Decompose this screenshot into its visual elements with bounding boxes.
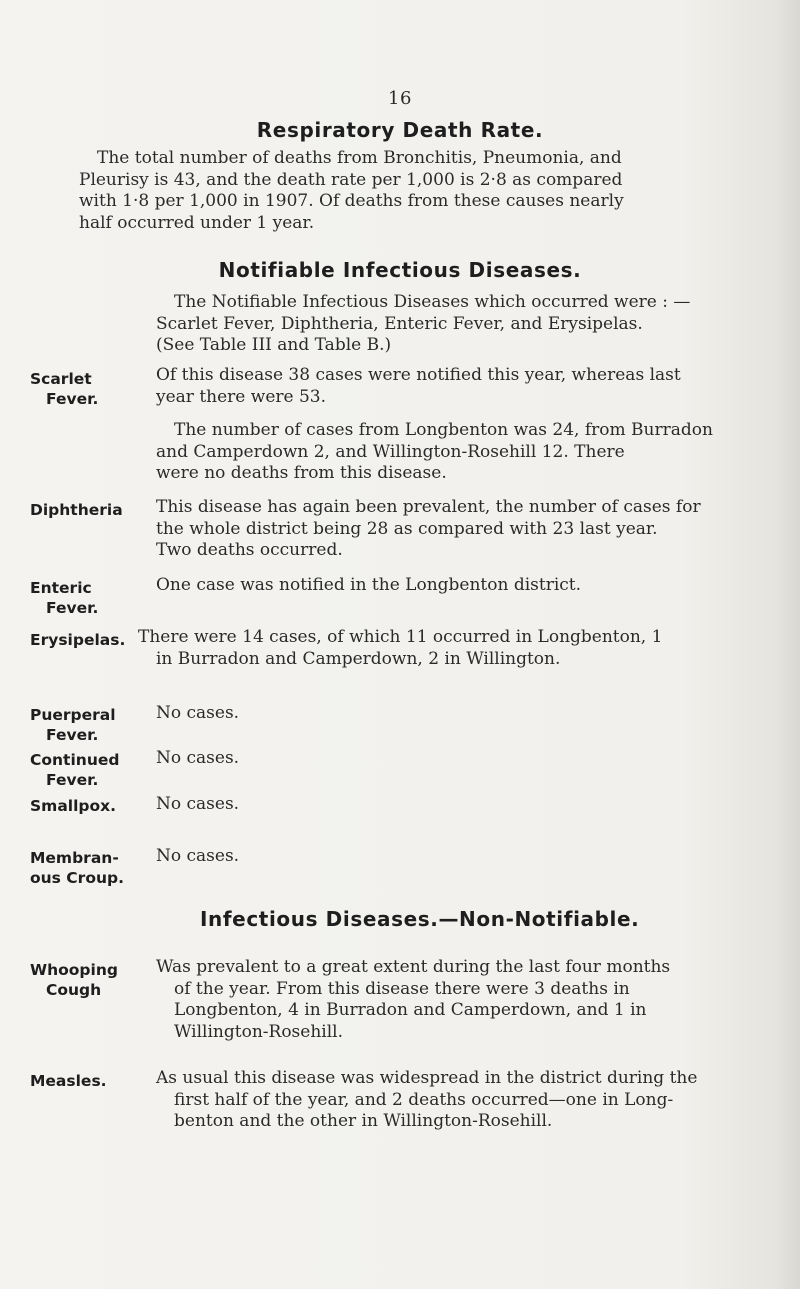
text-line: (See Table III and Table B.) <box>156 335 392 356</box>
text-line: The number of cases from Longbenton was 24, from Burradon <box>174 420 713 440</box>
paragraph-measles <box>156 1068 697 1133</box>
label-line: Diphtheria <box>30 501 123 519</box>
margin-label-measles <box>30 1071 107 1091</box>
margin-label-erysipelas <box>30 630 125 650</box>
label-line: Puerperal <box>30 706 116 724</box>
text-line: in Burradon and Camperdown, 2 in Willington. <box>156 648 561 669</box>
margin-label-smallpox <box>30 796 116 816</box>
text-line: Scarlet Fever, Diphtheria, Enteric Fever, and Erysipelas. <box>156 313 643 334</box>
text-line: There were 14 cases, of which 11 occurred in Longbenton, 1 <box>138 627 663 647</box>
text-line: half occurred under 1 year. <box>79 212 315 233</box>
text-line: first half of the year, and 2 deaths occurred—one in Long- <box>174 1089 674 1110</box>
text-line: Pleurisy is 43, and the death rate per 1,000 is 2·8 as compared <box>79 169 623 190</box>
text-line: No cases. <box>156 748 240 768</box>
text-line: The Notifiable Infectious Diseases which occurred were : — <box>174 292 691 312</box>
text-line: Was prevalent to a great extent during the last four months <box>156 957 671 977</box>
label-line: Membran- <box>30 849 119 867</box>
text-line: As usual this disease was widespread in the district during the <box>156 1068 698 1088</box>
label-line: Scarlet <box>30 370 92 388</box>
text-line: No cases. <box>156 794 240 814</box>
text-line: benton and the other in Willington-Rosehill. <box>174 1111 553 1132</box>
label-line: Enteric <box>30 579 92 597</box>
text-line: were no deaths from this disease. <box>156 463 447 484</box>
label-line: Fever. <box>46 599 99 617</box>
label-line: Fever. <box>46 726 99 744</box>
label-line: Erysipelas. <box>30 631 126 649</box>
text-line: Longbenton, 4 in Burradon and Camperdown, and 1 in <box>174 1000 647 1021</box>
text-line: Two deaths occurred. <box>156 540 343 561</box>
margin-label-continued-fever <box>30 750 119 790</box>
label-line: Continued <box>30 751 120 769</box>
margin-label-enteric-fever <box>30 578 98 618</box>
label-line: Smallpox. <box>30 797 117 815</box>
paragraph-erysipelas <box>138 627 662 670</box>
paragraph-respiratory <box>79 148 624 234</box>
heading-infectious-diseases-non-notifiable: Infectious Diseases.—Non-Notifiable. <box>200 907 640 931</box>
text-line: of the year. From this disease there were 3 deaths in <box>174 978 630 999</box>
paragraph-diphtheria <box>156 497 701 562</box>
paragraph-membranous-croup <box>156 846 239 868</box>
text-line: This disease has again been prevalent, the number of cases for <box>156 497 701 517</box>
label-line: Measles. <box>30 1072 107 1090</box>
paragraph-continued-fever <box>156 748 239 770</box>
label-line: Fever. <box>46 771 99 789</box>
paragraph-smallpox <box>156 794 239 816</box>
label-line: Whooping <box>30 961 118 979</box>
text-line: One case was notified in the Longbenton district. <box>156 575 582 595</box>
margin-label-membranous-croup <box>30 848 124 888</box>
text-line: The total number of deaths from Bronchitis, Pneumonia, and <box>97 148 622 168</box>
label-line: ous Croup. <box>30 869 124 887</box>
paragraph-scarlet-fever-cases <box>156 420 713 485</box>
text-line: Of this disease 38 cases were notified this year, whereas last <box>156 365 681 385</box>
text-line: No cases. <box>156 703 240 723</box>
text-line: No cases. <box>156 846 240 866</box>
heading-notifiable-infectious-diseases: Notifiable Infectious Diseases. <box>218 258 582 282</box>
paragraph-whooping-cough <box>156 957 670 1043</box>
paragraph-enteric-fever <box>156 575 581 597</box>
margin-label-diphtheria <box>30 500 123 520</box>
margin-label-scarlet-fever <box>30 369 98 409</box>
heading-respiratory-death-rate: Respiratory Death Rate. <box>256 118 544 142</box>
paragraph-notifiable <box>156 292 691 357</box>
text-line: year there were 53. <box>156 386 326 407</box>
label-line: Fever. <box>46 390 99 408</box>
page-number: 16 <box>388 88 412 109</box>
paragraph-puerperal-fever <box>156 703 239 725</box>
margin-label-whooping-cough <box>30 960 118 1000</box>
text-line: and Camperdown 2, and Willington-Rosehill 12. There <box>156 441 625 462</box>
text-line: the whole district being 28 as compared with 23 last year. <box>156 518 658 539</box>
text-line: with 1·8 per 1,000 in 1907. Of deaths from these causes nearly <box>79 191 624 212</box>
margin-label-puerperal-fever <box>30 705 116 745</box>
label-line: Cough <box>46 981 102 999</box>
text-line: Willington-Rosehill. <box>174 1021 343 1042</box>
paragraph-scarlet-fever <box>156 365 681 408</box>
